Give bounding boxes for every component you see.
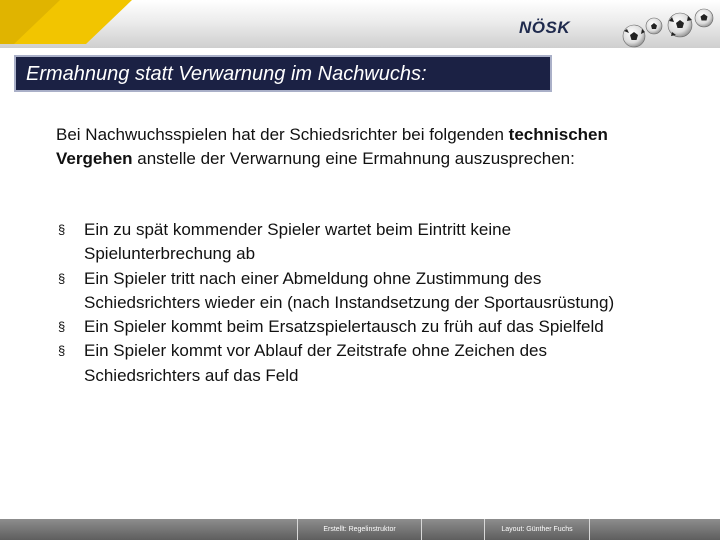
footer-bar [0, 519, 720, 540]
yellow-stripe-logo [0, 0, 140, 44]
list-item [58, 339, 658, 388]
list-item-text: Ein Spieler kommt beim Ersatzspielertausch zu früh auf das Spielfeld [84, 317, 604, 337]
intro-paragraph [56, 123, 676, 170]
section-bullet-icon: § [58, 222, 66, 237]
list-item-text: Ein zu spät kommender Spieler wartet beim Eintritt keine Spielunterbrechung ab [84, 220, 512, 264]
list-item [58, 218, 658, 267]
rule-list [58, 218, 658, 388]
footer-layout-by: Layout: Günther Fuchs [484, 519, 590, 540]
slide-title: Ermahnung statt Verwarnung im Nachwuchs: [26, 63, 427, 85]
slide-title-box [14, 55, 552, 92]
list-item [58, 315, 658, 339]
list-item [58, 267, 658, 316]
list-item-text: Ein Spieler tritt nach einer Abmeldung ohne Zustimmung des Schiedsrichters wieder ein (nach Instandsetzung der Sportausrüstung) [84, 268, 615, 312]
section-bullet-icon: § [58, 319, 66, 335]
brand-logo-text: NÖSK [519, 18, 571, 37]
intro-text-start: Bei Nachwuchsspielen hat der Schiedsrichter bei folgenden [56, 125, 509, 144]
footer-created-by: Erstellt: Regelinstruktor [297, 519, 422, 540]
intro-bold-term: technischen Vergehen [56, 125, 608, 168]
section-bullet-icon: § [58, 343, 66, 359]
list-item-text: Ein Spieler kommt vor Ablauf der Zeitstrafe ohne Zeichen des Schiedsrichters auf das Feld [84, 341, 548, 385]
intro-text-end: anstelle der Verwarnung eine Ermahnung auszusprechen: [132, 148, 575, 168]
soccer-balls-icon [612, 4, 720, 48]
section-bullet-icon: § [58, 270, 66, 286]
